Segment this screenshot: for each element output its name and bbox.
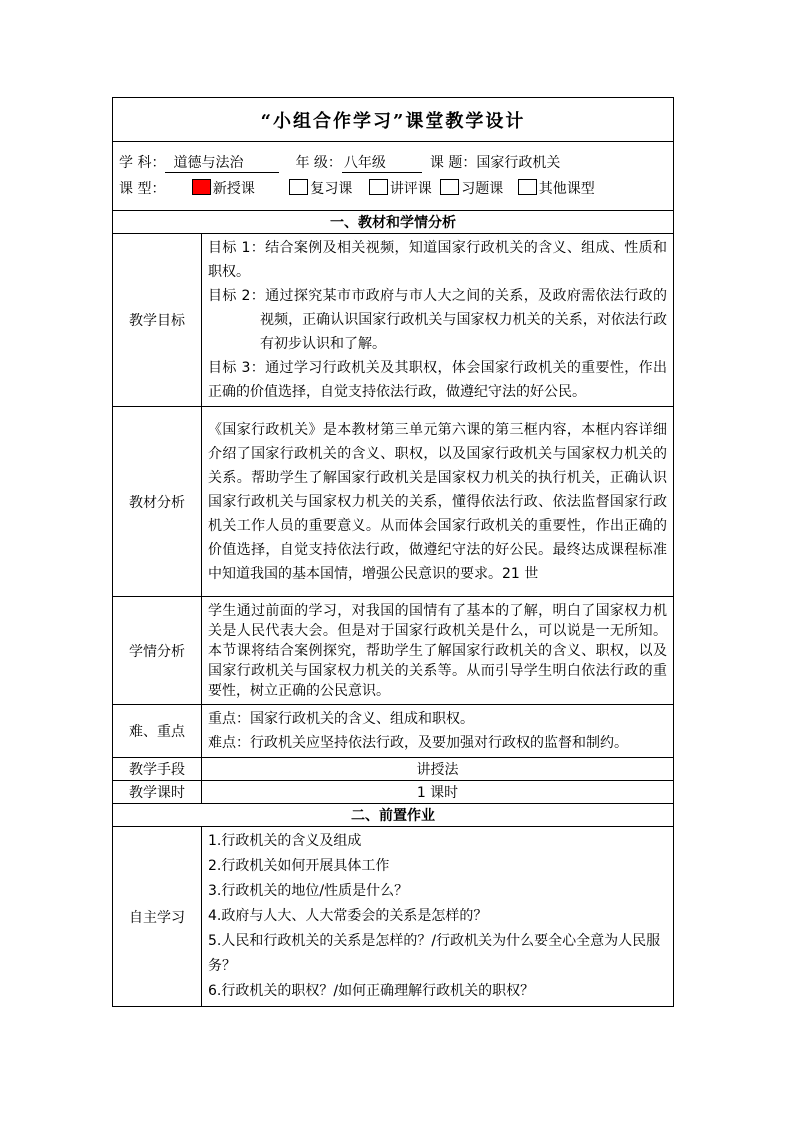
material-text: 《国家行政机关》是本教材第三单元第六课的第三框内容，本框内容详细介绍了国家行政机关的含义、职权，以及国家行政机关与国家权力机关的关系。帮助学生了解国家行政机关是国家权力机关的执行机关，正确认识国家行政机关与国家权力机关的关系，懂得依法行政、依法监督国家行政机关工作人员的重要意义。从而体会国家行政机关的重要性，作出正确的价值选择，自觉支持依法行政，做遵纪守法的好公民。最终达成课程标准中知道我国的基本国情，增强公民意识的要求。21 世 [208,421,667,582]
grade-value: 八年级 [342,154,422,173]
selfstudy-label: 自主学习 [113,827,202,1007]
hours-label: 教学课时 [113,781,202,804]
checkbox-icon[interactable] [440,179,459,195]
meta-line-2 [119,176,667,202]
list-item: 2.行政机关如何开展具体工作 [208,858,390,874]
material-label: 教材分析 [113,407,202,597]
method-label: 教学手段 [113,758,202,781]
goal-3: 目标 3：通过学习行政机关及其职权，体会国家行政机关的重要性，作出正确的价值选择，自觉支持依法行政，做遵纪守法的好公民。 [208,360,667,400]
topic-label: 课 题： [429,155,477,171]
students-text: 学生通过前面的学习，对我国的国情有了基本的了解，明白了国家权力机关是人民代表大会。但是对于国家行政机关是什么，可以说是一无所知。本节课将结合案例探究，帮助学生了解国家行政机关的含义、职权，以及国家行政机关与国家权力机关的关系等。从而引导学生明白依法行政的重要性，树立正确的公民意识。 [208,602,667,699]
lesson-plan [112,97,673,1007]
key-point: 重点：国家行政机关的含义、组成和职权。 [208,711,474,727]
section-heading-2: 二、前置作业 [113,804,674,827]
hours-value: 1 课时 [202,781,674,804]
checkbox-checked-icon[interactable] [192,179,211,195]
type-label: 课 型： [119,181,166,197]
difficult-point: 难点：行政机关应坚持依法行政，及要加强对行政权的监督和制约。 [208,735,628,751]
page-title: “小组合作学习”课堂教学设计 [113,98,674,142]
goals-content [202,234,674,407]
goal-1: 目标 1：结合案例及相关视频，知道国家行政机关的含义、组成、性质和职权。 [208,240,667,280]
list-item: 4.政府与人大、人大常委会的关系是怎样的？ [208,908,488,924]
method-value: 讲授法 [202,758,674,781]
type-option-other[interactable]: 其他课型 [518,181,595,197]
goals-label: 教学目标 [113,234,202,407]
material-content [202,407,674,597]
checkbox-icon[interactable] [369,179,388,195]
keypoints-content [202,705,674,758]
meta-block [113,142,674,211]
subject-label: 学 科： [119,155,166,171]
list-item: 6.行政机关的职权？/如何正确理解行政机关的职权？ [208,983,535,999]
meta-line-1 [119,150,667,176]
type-option-lecture[interactable]: 讲评课 [369,181,432,197]
type-option-exercise[interactable]: 习题课 [440,181,503,197]
list-item: 5.人民和行政机关的关系是怎样的？/行政机关为什么要全心全意为人民服务？ [208,933,661,974]
checkbox-icon[interactable] [518,179,537,195]
type-option-review[interactable]: 复习课 [289,181,352,197]
selfstudy-content [202,827,674,1007]
section-heading-1: 一、教材和学情分析 [113,211,674,234]
grade-label: 年 级： [295,155,342,171]
goal-2: 目标 2：通过探究某市市政府与市人大之间的关系，及政府需依法行政的视频，正确认识国家行政机关与国家权力机关的关系，对依法行政有初步认识和了解。 [208,288,667,352]
checkbox-icon[interactable] [289,179,308,195]
subject-value: 道德与法治 [165,154,279,173]
list-item: 3.行政机关的地位/性质是什么？ [208,883,409,899]
students-label: 学情分析 [113,597,202,705]
topic-value: 国家行政机关 [476,155,561,171]
keypoints-label: 难、重点 [113,705,202,758]
lesson-plan-table [112,97,674,1007]
type-option-new[interactable]: 新授课 [192,181,255,197]
list-item: 1.行政机关的含义及组成 [208,833,362,849]
students-content [202,597,674,705]
